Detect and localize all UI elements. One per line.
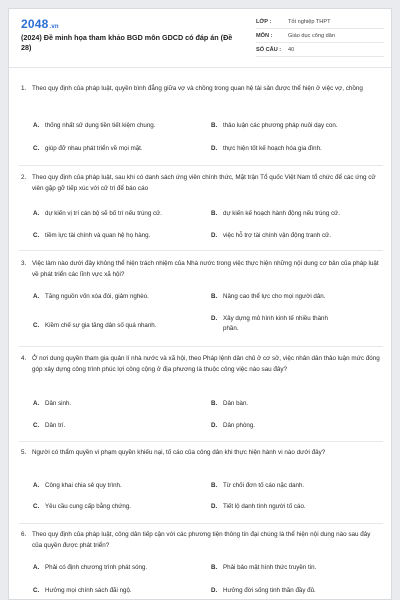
option-letter: C.	[33, 422, 40, 429]
meta-row-class	[256, 15, 384, 29]
option-letter: A.	[33, 122, 40, 129]
option-letter: A.	[33, 482, 40, 489]
question-divider	[19, 441, 383, 442]
option-d[interactable]	[211, 314, 331, 334]
option-text: Kiềm chế sự gia tăng dân số quá nhanh.	[45, 322, 157, 329]
option-letter: C.	[33, 232, 40, 239]
question-stem	[21, 447, 381, 458]
option-c[interactable]	[33, 502, 205, 512]
question-divider	[19, 165, 383, 166]
option-b[interactable]	[211, 399, 383, 409]
question-text: Theo quy định của pháp luật, sau khi có danh sách ứng viên chính thức, Mặt trận Tổ quốc Việt Nam tổ chức để các ứng cử viên gặp gỡ tiếp xúc với cử tri để báo cáo	[32, 174, 376, 192]
exam-page	[8, 8, 392, 600]
option-letter: B.	[211, 482, 218, 489]
option-c[interactable]	[33, 586, 205, 596]
option-c[interactable]	[33, 231, 205, 241]
question-stem	[21, 258, 381, 280]
meta-value: 40	[288, 46, 295, 53]
question-divider	[19, 346, 383, 347]
question-text: Theo quy định của pháp luật, công dân tiếp cận với các phương tiện thông tin đại chúng là thể hiện nội dung nào sau đây của quyền được phát triển?	[32, 531, 371, 549]
option-text: thảo luận các phương pháp nuôi dạy con.	[223, 122, 338, 129]
meta-key: MÔN :	[256, 32, 273, 39]
option-letter: C.	[33, 145, 40, 152]
question-stem	[21, 529, 381, 551]
question-text: Người có thẩm quyền vi phạm quyền khiếu nại, tố cáo của công dân khi thực hiện hành vi nào dưới đây?	[32, 449, 326, 456]
option-b[interactable]	[211, 563, 383, 573]
question-text: Ở nơi dung quyền tham gia quản lí nhà nước và xã hội, theo Pháp lệnh dân chủ ở cơ sở, việc nhân dân thảo luận mức đóng góp xây dựng công trình phúc lợi công cộng ở địa phương là thuộc công việc nào sau đây?	[32, 355, 380, 373]
meta-row-subject	[256, 29, 384, 43]
option-letter: D.	[211, 145, 218, 152]
question-divider	[19, 250, 383, 251]
option-text: Dân phòng.	[223, 422, 255, 429]
option-letter: B.	[211, 564, 218, 571]
option-text: thực hiện tốt kế hoạch hóa gia đình.	[223, 145, 322, 152]
exam-meta	[256, 15, 384, 57]
option-letter: A.	[33, 564, 40, 571]
option-letter: D.	[211, 503, 218, 510]
option-text: thống nhất sử dụng tiền tiết kiệm chung.	[45, 122, 156, 129]
option-text: Hưởng đời sống tinh thần đầy đủ.	[223, 587, 316, 594]
logo-main: 2048	[21, 17, 49, 31]
option-text: tiềm lực tài chính và quan hệ họ hàng.	[45, 232, 151, 239]
question-number: 6.	[21, 531, 27, 538]
meta-value: Giáo dục công dân	[288, 32, 335, 39]
option-text: Phải có định chương trình phát sóng.	[45, 564, 148, 571]
option-b[interactable]	[211, 121, 383, 131]
option-d[interactable]	[211, 144, 383, 154]
option-letter: C.	[33, 503, 40, 510]
meta-key: SỐ CÂU :	[256, 46, 282, 53]
option-letter: D.	[211, 587, 218, 594]
option-letter: B.	[211, 400, 218, 407]
question-stem	[21, 172, 381, 194]
question-number: 5.	[21, 449, 27, 456]
option-letter: B.	[211, 210, 218, 217]
option-letter: D.	[211, 315, 218, 322]
option-d[interactable]	[211, 421, 383, 431]
option-text: Dân sinh.	[45, 400, 72, 407]
option-text: việc hỗ trợ tài chính vận động tranh cử.	[223, 232, 331, 239]
option-c[interactable]	[33, 321, 205, 331]
option-letter: D.	[211, 232, 218, 239]
question-number: 3.	[21, 260, 27, 267]
meta-row-count	[256, 43, 384, 57]
option-a[interactable]	[33, 481, 205, 491]
option-text: Xây dựng mô hình kinh tế nhiều thành phần.	[223, 315, 328, 332]
option-text: Yêu cầu cung cấp bằng chứng.	[45, 503, 132, 510]
question-number: 1.	[21, 85, 27, 92]
option-text: dự kiến vị trí cán bộ sẽ bố trí nếu trúng cử.	[45, 210, 162, 217]
meta-value: Tốt nghiệp THPT	[288, 18, 331, 25]
option-letter: A.	[33, 210, 40, 217]
exam-title: (2024) Đề minh họa tham khảo BGD môn GDCD có đáp án (Đề 28)	[21, 33, 233, 52]
option-text: Nâng cao thể lực cho mọi người dân.	[223, 293, 326, 300]
option-a[interactable]	[33, 399, 205, 409]
option-text: giúp đỡ nhau phát triển về mọi mặt.	[45, 145, 143, 152]
option-letter: B.	[211, 293, 218, 300]
option-text: Dân bàn.	[223, 400, 249, 407]
option-text: Tiết lộ danh tính người tố cáo.	[223, 503, 306, 510]
option-letter: A.	[33, 293, 40, 300]
option-d[interactable]	[211, 231, 383, 241]
option-letter: A.	[33, 400, 40, 407]
site-logo[interactable]	[21, 17, 59, 31]
option-c[interactable]	[33, 144, 193, 154]
option-a[interactable]	[33, 563, 205, 573]
option-a[interactable]	[33, 121, 193, 131]
option-text: Phải bảo mật hình thức truyền tin.	[223, 564, 317, 571]
option-text: dự kiến kế hoạch hành động nếu trúng cử.	[223, 210, 340, 217]
option-text: Tăng nguồn vốn xóa đói, giảm nghèo.	[45, 293, 149, 300]
option-b[interactable]	[211, 292, 383, 302]
question-text: Việc làm nào dưới đây không thể hiện trách nhiệm của Nhà nước trong việc thực hiện những nội dung cơ bản của pháp luật về phát triển các lĩnh vực xã hội?	[32, 260, 379, 278]
option-b[interactable]	[211, 481, 383, 491]
option-letter: B.	[211, 122, 218, 129]
meta-key: LỚP :	[256, 18, 272, 25]
question-stem	[21, 353, 381, 375]
option-letter: C.	[33, 587, 40, 594]
question-stem	[21, 83, 381, 94]
option-text: Từ chối đơn tố cáo nặc danh.	[223, 482, 305, 489]
option-letter: C.	[33, 322, 40, 329]
option-c[interactable]	[33, 421, 205, 431]
exam-header	[9, 9, 391, 68]
option-b[interactable]	[211, 209, 383, 219]
option-text: Công khai chia sẻ quy trình.	[45, 482, 122, 489]
question-text: Theo quy định của pháp luật, quyền bình đẳng giữa vợ và chồng trong quan hệ tài sản được thể hiện ở việc vợ, chồng	[32, 85, 363, 92]
question-number: 2.	[21, 174, 27, 181]
option-text: Hưởng mọi chính sách đãi ngộ.	[45, 587, 132, 594]
option-letter: D.	[211, 422, 218, 429]
option-a[interactable]	[33, 209, 205, 219]
option-text: Dân trí.	[45, 422, 66, 429]
question-number: 4.	[21, 355, 27, 362]
option-a[interactable]	[33, 292, 205, 302]
question-divider	[19, 523, 383, 524]
option-d[interactable]	[211, 586, 383, 596]
option-d[interactable]	[211, 502, 383, 512]
logo-sub: .vn	[49, 24, 59, 30]
